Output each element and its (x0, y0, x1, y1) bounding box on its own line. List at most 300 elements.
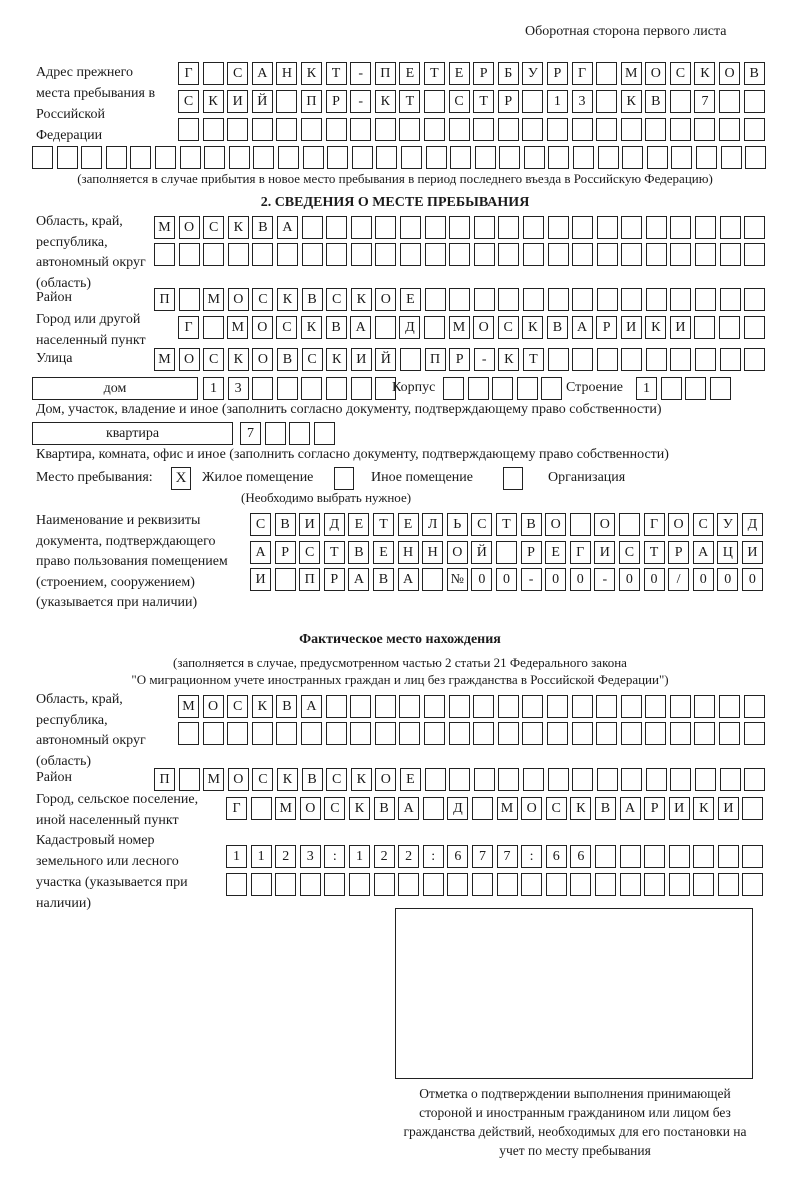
char-box[interactable]: 1 (547, 90, 568, 113)
char-box[interactable] (597, 348, 618, 371)
char-box[interactable] (523, 243, 544, 266)
char-box[interactable]: С (619, 541, 640, 564)
char-box[interactable] (399, 118, 420, 141)
char-box[interactable] (277, 243, 298, 266)
char-box[interactable]: Р (498, 90, 519, 113)
char-box[interactable]: В (275, 513, 296, 536)
char-box[interactable]: В (595, 797, 616, 820)
char-box[interactable]: / (668, 568, 689, 591)
char-box[interactable]: С (252, 288, 273, 311)
char-box[interactable]: 1 (226, 845, 247, 868)
char-box[interactable]: И (351, 348, 372, 371)
char-box[interactable] (498, 243, 519, 266)
char-box[interactable] (671, 146, 692, 169)
char-box[interactable] (400, 216, 421, 239)
char-box[interactable] (742, 873, 763, 896)
char-box[interactable] (719, 118, 740, 141)
char-box[interactable]: 0 (570, 568, 591, 591)
char-box[interactable]: В (348, 541, 369, 564)
char-box[interactable] (661, 377, 682, 400)
char-box[interactable] (425, 288, 446, 311)
char-box[interactable] (352, 146, 373, 169)
char-box[interactable] (597, 216, 618, 239)
char-box[interactable] (228, 243, 249, 266)
char-box[interactable]: Ь (447, 513, 468, 536)
char-box[interactable] (572, 243, 593, 266)
char-box[interactable] (670, 118, 691, 141)
char-box[interactable] (474, 216, 495, 239)
char-box[interactable]: Е (400, 768, 421, 791)
char-box[interactable]: Р (668, 541, 689, 564)
char-box[interactable]: Т (496, 513, 517, 536)
char-box[interactable]: - (521, 568, 542, 591)
char-box[interactable] (645, 118, 666, 141)
char-box[interactable] (303, 146, 324, 169)
char-box[interactable]: С (693, 513, 714, 536)
char-box[interactable] (598, 146, 619, 169)
char-box[interactable] (548, 216, 569, 239)
char-box[interactable]: 0 (471, 568, 492, 591)
char-box[interactable]: И (227, 90, 248, 113)
char-box[interactable] (572, 768, 593, 791)
char-box[interactable] (647, 146, 668, 169)
char-box[interactable]: А (572, 316, 593, 339)
char-box[interactable]: О (719, 62, 740, 85)
char-box[interactable] (744, 90, 765, 113)
char-box[interactable]: У (717, 513, 738, 536)
char-box[interactable]: 3 (300, 845, 321, 868)
char-box[interactable]: 2 (275, 845, 296, 868)
char-box[interactable]: О (300, 797, 321, 820)
char-box[interactable] (619, 513, 640, 536)
char-box[interactable]: А (252, 62, 273, 85)
char-box[interactable]: Р (275, 541, 296, 564)
char-box[interactable]: Й (252, 90, 273, 113)
char-box[interactable]: 1 (251, 845, 272, 868)
char-box[interactable]: С (302, 348, 323, 371)
char-box[interactable]: 7 (472, 845, 493, 868)
char-box[interactable] (597, 768, 618, 791)
char-box[interactable]: Й (471, 541, 492, 564)
char-box[interactable]: Л (422, 513, 443, 536)
char-box[interactable] (425, 768, 446, 791)
char-box[interactable]: Ц (717, 541, 738, 564)
char-box[interactable]: О (545, 513, 566, 536)
char-box[interactable] (449, 768, 470, 791)
char-box[interactable] (473, 118, 494, 141)
char-box[interactable]: В (373, 568, 394, 591)
char-box[interactable]: А (277, 216, 298, 239)
char-box[interactable] (398, 873, 419, 896)
char-box[interactable] (621, 722, 642, 745)
char-box[interactable]: 6 (570, 845, 591, 868)
char-box[interactable] (326, 118, 347, 141)
char-box[interactable] (498, 288, 519, 311)
char-box[interactable] (595, 845, 616, 868)
char-box[interactable] (57, 146, 78, 169)
char-box[interactable]: К (645, 316, 666, 339)
char-box[interactable] (375, 216, 396, 239)
char-box[interactable]: И (594, 541, 615, 564)
char-box[interactable]: : (324, 845, 345, 868)
char-box[interactable]: К (693, 797, 714, 820)
char-box[interactable]: М (275, 797, 296, 820)
char-box[interactable] (694, 695, 715, 718)
char-box[interactable] (474, 243, 495, 266)
char-box[interactable] (572, 216, 593, 239)
char-box[interactable]: С (299, 541, 320, 564)
char-box[interactable]: 2 (398, 845, 419, 868)
char-box[interactable] (475, 146, 496, 169)
char-box[interactable] (719, 722, 740, 745)
char-box[interactable] (252, 722, 273, 745)
char-box[interactable] (425, 216, 446, 239)
char-box[interactable] (251, 873, 272, 896)
char-box[interactable] (326, 377, 347, 400)
char-box[interactable] (179, 243, 200, 266)
char-box[interactable] (596, 722, 617, 745)
char-box[interactable] (719, 316, 740, 339)
char-box[interactable]: О (252, 316, 273, 339)
char-box[interactable] (694, 118, 715, 141)
char-box[interactable] (570, 873, 591, 896)
char-box[interactable] (155, 146, 176, 169)
char-box[interactable]: К (349, 797, 370, 820)
char-box[interactable] (326, 216, 347, 239)
char-box[interactable] (473, 695, 494, 718)
char-box[interactable]: К (621, 90, 642, 113)
char-box[interactable]: П (425, 348, 446, 371)
char-box[interactable]: М (227, 316, 248, 339)
char-box[interactable] (178, 118, 199, 141)
char-box[interactable] (422, 568, 443, 591)
char-box[interactable] (694, 316, 715, 339)
char-box[interactable] (350, 722, 371, 745)
char-box[interactable] (597, 288, 618, 311)
char-box[interactable]: В (302, 288, 323, 311)
char-box[interactable]: К (203, 90, 224, 113)
char-box[interactable] (474, 768, 495, 791)
char-box[interactable] (350, 695, 371, 718)
char-box[interactable]: У (522, 62, 543, 85)
char-box[interactable] (620, 873, 641, 896)
char-box[interactable] (375, 118, 396, 141)
char-box[interactable] (517, 377, 538, 400)
char-box[interactable]: Т (523, 348, 544, 371)
char-box[interactable]: Г (178, 316, 199, 339)
char-box[interactable] (349, 873, 370, 896)
char-box[interactable] (720, 216, 741, 239)
char-box[interactable] (572, 722, 593, 745)
char-box[interactable] (497, 873, 518, 896)
char-box[interactable]: В (744, 62, 765, 85)
char-box[interactable]: - (474, 348, 495, 371)
char-box[interactable]: 0 (742, 568, 763, 591)
char-box[interactable]: 3 (572, 90, 593, 113)
char-box[interactable]: Е (545, 541, 566, 564)
char-box[interactable] (449, 118, 470, 141)
char-box[interactable] (443, 377, 464, 400)
char-box[interactable]: Р (449, 348, 470, 371)
char-box[interactable]: К (326, 348, 347, 371)
char-box[interactable] (375, 243, 396, 266)
char-box[interactable] (523, 288, 544, 311)
char-box[interactable] (400, 348, 421, 371)
char-box[interactable] (744, 722, 765, 745)
house-type-field[interactable]: дом (32, 377, 198, 400)
char-box[interactable] (521, 873, 542, 896)
char-box[interactable] (695, 768, 716, 791)
char-box[interactable] (572, 348, 593, 371)
char-box[interactable]: 1 (349, 845, 370, 868)
char-box[interactable] (424, 118, 445, 141)
char-box[interactable]: В (302, 768, 323, 791)
char-box[interactable] (276, 722, 297, 745)
char-box[interactable]: В (374, 797, 395, 820)
char-box[interactable]: К (694, 62, 715, 85)
char-box[interactable]: Н (398, 541, 419, 564)
char-box[interactable] (670, 90, 691, 113)
flat-type-field[interactable]: квартира (32, 422, 233, 445)
char-box[interactable] (718, 873, 739, 896)
char-box[interactable] (621, 288, 642, 311)
char-box[interactable]: О (179, 216, 200, 239)
stay-option-checkbox-2[interactable] (334, 467, 354, 490)
char-box[interactable]: К (277, 288, 298, 311)
char-box[interactable]: 0 (717, 568, 738, 591)
char-box[interactable]: И (299, 513, 320, 536)
char-box[interactable] (695, 216, 716, 239)
char-box[interactable] (473, 722, 494, 745)
char-box[interactable] (449, 695, 470, 718)
char-box[interactable] (472, 873, 493, 896)
char-box[interactable]: 6 (447, 845, 468, 868)
char-box[interactable]: Г (226, 797, 247, 820)
char-box[interactable]: И (718, 797, 739, 820)
char-box[interactable] (524, 146, 545, 169)
char-box[interactable] (351, 216, 372, 239)
char-box[interactable] (685, 377, 706, 400)
char-box[interactable] (178, 722, 199, 745)
char-box[interactable] (449, 216, 470, 239)
char-box[interactable] (621, 216, 642, 239)
char-box[interactable] (572, 118, 593, 141)
char-box[interactable]: К (301, 316, 322, 339)
char-box[interactable]: Г (178, 62, 199, 85)
char-box[interactable]: С (276, 316, 297, 339)
char-box[interactable] (744, 288, 765, 311)
char-box[interactable] (423, 797, 444, 820)
char-box[interactable] (669, 845, 690, 868)
char-box[interactable]: Г (570, 541, 591, 564)
char-box[interactable]: Е (449, 62, 470, 85)
char-box[interactable]: 0 (693, 568, 714, 591)
char-box[interactable] (400, 243, 421, 266)
char-box[interactable]: С (498, 316, 519, 339)
char-box[interactable] (548, 348, 569, 371)
char-box[interactable] (447, 873, 468, 896)
char-box[interactable]: А (398, 568, 419, 591)
char-box[interactable]: С (471, 513, 492, 536)
char-box[interactable]: : (521, 845, 542, 868)
char-box[interactable] (276, 118, 297, 141)
char-box[interactable] (275, 568, 296, 591)
char-box[interactable] (374, 873, 395, 896)
char-box[interactable] (278, 146, 299, 169)
char-box[interactable] (252, 377, 273, 400)
char-box[interactable]: М (203, 288, 224, 311)
char-box[interactable] (744, 216, 765, 239)
char-box[interactable]: О (179, 348, 200, 371)
char-box[interactable] (277, 377, 298, 400)
char-box[interactable] (289, 422, 310, 445)
char-box[interactable]: В (521, 513, 542, 536)
char-box[interactable] (596, 62, 617, 85)
char-box[interactable]: В (277, 348, 298, 371)
char-box[interactable]: М (178, 695, 199, 718)
char-box[interactable] (693, 873, 714, 896)
char-box[interactable] (275, 873, 296, 896)
char-box[interactable] (620, 845, 641, 868)
char-box[interactable] (204, 146, 225, 169)
char-box[interactable]: С (203, 348, 224, 371)
char-box[interactable] (547, 695, 568, 718)
char-box[interactable] (300, 873, 321, 896)
char-box[interactable]: С (252, 768, 273, 791)
char-box[interactable]: С (670, 62, 691, 85)
char-box[interactable] (596, 90, 617, 113)
char-box[interactable] (695, 243, 716, 266)
char-box[interactable] (710, 377, 731, 400)
char-box[interactable]: В (326, 316, 347, 339)
char-box[interactable] (547, 722, 568, 745)
char-box[interactable] (646, 216, 667, 239)
char-box[interactable]: : (423, 845, 444, 868)
char-box[interactable] (720, 348, 741, 371)
char-box[interactable] (32, 146, 53, 169)
char-box[interactable]: Е (400, 288, 421, 311)
char-box[interactable]: С (324, 797, 345, 820)
char-box[interactable] (548, 288, 569, 311)
char-box[interactable] (570, 513, 591, 536)
char-box[interactable] (573, 146, 594, 169)
char-box[interactable]: Е (373, 541, 394, 564)
char-box[interactable] (425, 243, 446, 266)
char-box[interactable] (718, 845, 739, 868)
char-box[interactable]: Р (521, 541, 542, 564)
char-box[interactable] (548, 243, 569, 266)
char-box[interactable]: 1 (636, 377, 657, 400)
char-box[interactable] (522, 90, 543, 113)
char-box[interactable]: Р (324, 568, 345, 591)
char-box[interactable] (670, 216, 691, 239)
char-box[interactable] (496, 541, 517, 564)
char-box[interactable]: К (570, 797, 591, 820)
char-box[interactable]: Г (644, 513, 665, 536)
char-box[interactable] (449, 288, 470, 311)
char-box[interactable] (227, 722, 248, 745)
char-box[interactable]: П (154, 768, 175, 791)
char-box[interactable] (180, 146, 201, 169)
char-box[interactable] (324, 873, 345, 896)
char-box[interactable] (721, 146, 742, 169)
char-box[interactable]: А (398, 797, 419, 820)
char-box[interactable] (645, 722, 666, 745)
char-box[interactable] (744, 118, 765, 141)
char-box[interactable] (253, 146, 274, 169)
char-box[interactable] (745, 146, 766, 169)
char-box[interactable] (547, 118, 568, 141)
char-box[interactable] (595, 873, 616, 896)
char-box[interactable]: М (621, 62, 642, 85)
char-box[interactable]: 0 (619, 568, 640, 591)
char-box[interactable] (720, 243, 741, 266)
char-box[interactable] (670, 768, 691, 791)
char-box[interactable]: С (227, 695, 248, 718)
char-box[interactable] (351, 243, 372, 266)
char-box[interactable] (744, 316, 765, 339)
char-box[interactable] (468, 377, 489, 400)
char-box[interactable] (226, 873, 247, 896)
char-box[interactable]: Д (447, 797, 468, 820)
char-box[interactable] (522, 722, 543, 745)
char-box[interactable] (695, 288, 716, 311)
char-box[interactable] (596, 695, 617, 718)
char-box[interactable]: Р (596, 316, 617, 339)
char-box[interactable]: М (154, 348, 175, 371)
char-box[interactable]: Е (399, 62, 420, 85)
char-box[interactable] (375, 316, 396, 339)
char-box[interactable] (474, 288, 495, 311)
char-box[interactable] (326, 243, 347, 266)
char-box[interactable] (179, 288, 200, 311)
char-box[interactable]: П (299, 568, 320, 591)
char-box[interactable]: О (252, 348, 273, 371)
char-box[interactable]: К (351, 768, 372, 791)
char-box[interactable] (351, 377, 372, 400)
char-box[interactable] (669, 873, 690, 896)
char-box[interactable]: Р (326, 90, 347, 113)
char-box[interactable]: Т (424, 62, 445, 85)
char-box[interactable] (203, 243, 224, 266)
char-box[interactable] (744, 243, 765, 266)
char-box[interactable] (276, 90, 297, 113)
char-box[interactable] (670, 288, 691, 311)
char-box[interactable]: Д (324, 513, 345, 536)
char-box[interactable] (424, 90, 445, 113)
char-box[interactable] (154, 243, 175, 266)
char-box[interactable] (670, 243, 691, 266)
char-box[interactable]: О (203, 695, 224, 718)
char-box[interactable] (301, 118, 322, 141)
char-box[interactable]: А (693, 541, 714, 564)
char-box[interactable] (720, 288, 741, 311)
char-box[interactable] (106, 146, 127, 169)
char-box[interactable] (376, 146, 397, 169)
char-box[interactable] (548, 146, 569, 169)
char-box[interactable] (646, 348, 667, 371)
char-box[interactable]: О (473, 316, 494, 339)
char-box[interactable]: В (645, 90, 666, 113)
char-box[interactable] (314, 422, 335, 445)
char-box[interactable] (541, 377, 562, 400)
char-box[interactable] (265, 422, 286, 445)
char-box[interactable] (301, 377, 322, 400)
char-box[interactable] (423, 873, 444, 896)
char-box[interactable] (523, 216, 544, 239)
char-box[interactable] (694, 722, 715, 745)
char-box[interactable]: А (348, 568, 369, 591)
